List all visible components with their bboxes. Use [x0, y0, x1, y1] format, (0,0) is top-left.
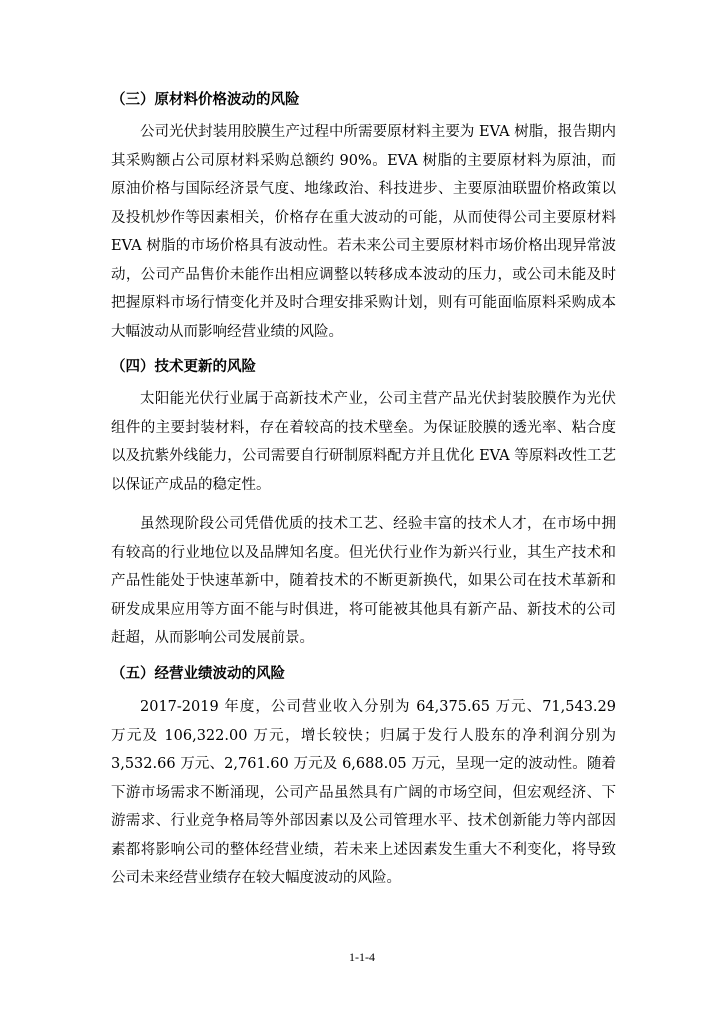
- section-heading-operating-performance-risk: （五）经营业绩波动的风险: [111, 666, 285, 682]
- section-heading-technology-update-risk: （四）技术更新的风险: [111, 359, 256, 375]
- paragraph-operating-performance-risk: 2017-2019 年度，公司营业收入分别为 64,375.65 万元、71,543.29 万元及 106,322.00 万元，增长较快；归属于发行人股东的净利润分别为 3,532.66 万元、2,761.60 万元及 6,688.05 万元，呈现一定的波动性。随着下游市场需求不断涌现，公司产品虽然具有广阔的市场空间，但宏观经济、下游需求、行业竞争格局等外部因素以及公司管理水平、技术创新能力等内部因素都将影响公司的整体经营业绩，若未来上述因素发生重大不利变化，将导致公司未来经营业绩存在较大幅度波动的风险。: [111, 699, 616, 886]
- page-number: 1-1-4: [349, 950, 375, 964]
- paragraph-technology-update-risk-2: 虽然现阶段公司凭借优质的技术工艺、经验丰富的技术人才，在市场中拥有较高的行业地位以及品牌知名度。但光伏行业作为新兴行业，其生产技术和产品性能处于快速革新中，随着技术的不断更新换代，如果公司在技术革新和研发成果应用等方面不能与时俱进，将可能被其他具有新产品、新技术的公司赶超，从而影响公司发展前景。: [111, 516, 616, 646]
- section-heading-raw-material-risk: （三）原材料价格波动的风险: [111, 92, 300, 108]
- paragraph-raw-material-risk: 公司光伏封装用胶膜生产过程中所需要原材料主要为 EVA 树脂，报告期内其采购额占公司原材料采购总额约 90%。EVA 树脂的主要原材料为原油，而原油价格与国际经济景气度、地缘政治、科技进步、主要原油联盟价格政策以及投机炒作等因素相关，价格存在重大波动的可能，从而使得公司主要原材料 EVA 树脂的市场价格具有波动性。若未来公司主要原材料市场价格出现异常波动，公司产品售价未能作出相应调整以转移成本波动的压力，或公司未能及时把握原料市场行情变化并及时合理安排采购计划，则有可能面临原料采购成本大幅波动从而影响经营业绩的风险。: [111, 124, 616, 340]
- paragraph-technology-update-risk-1: 太阳能光伏行业属于高新技术产业，公司主营产品光伏封装胶膜作为光伏组件的主要封装材料，存在着较高的技术壁垒。为保证胶膜的透光率、粘合度以及抗紫外线能力，公司需要自行研制原料配方并且优化 EVA 等原料改性工艺以保证产成品的稳定性。: [111, 391, 616, 493]
